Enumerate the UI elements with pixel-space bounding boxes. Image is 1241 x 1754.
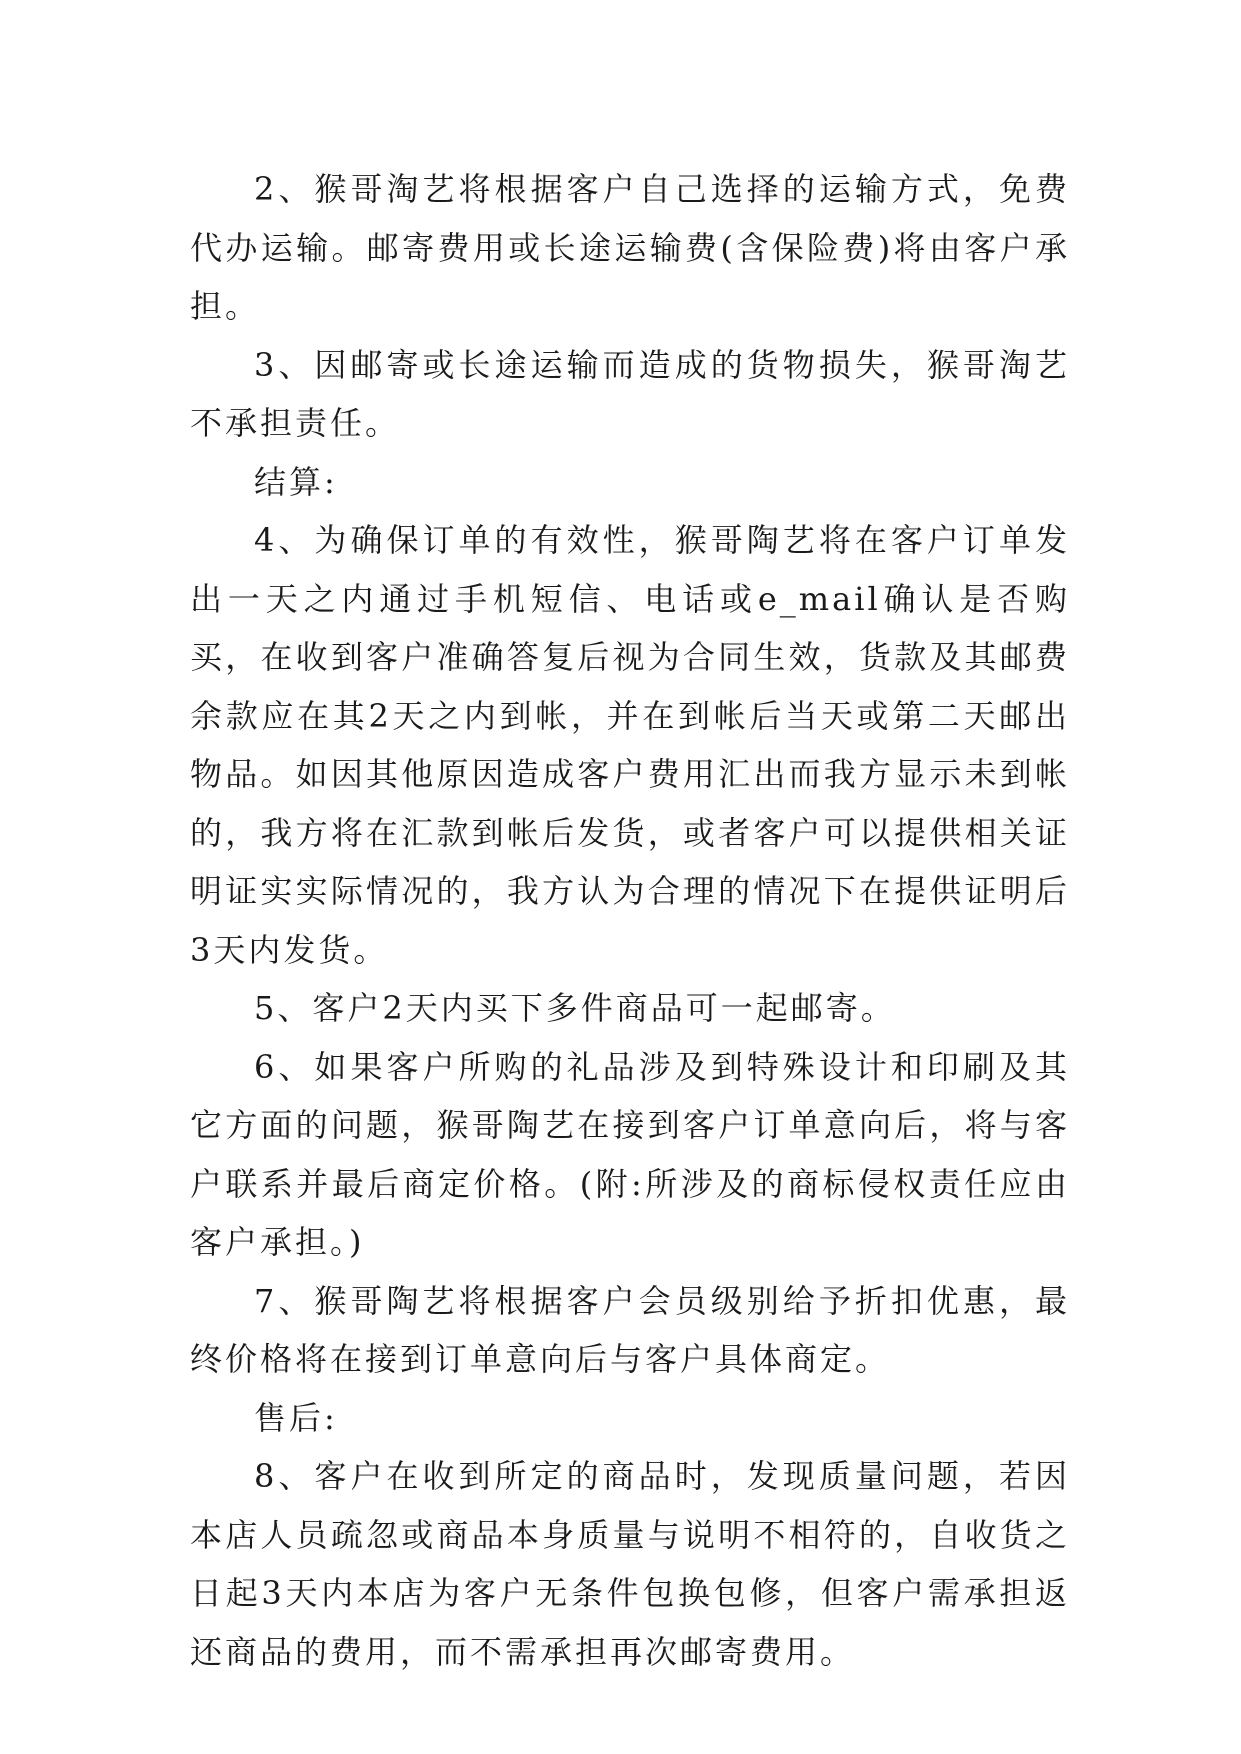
paragraph-shipping-method: 2、猴哥淘艺将根据客户自己选择的运输方式，免费代办运输。邮寄费用或长途运输费(含保险费)将由客户承担。 [190,170,1070,325]
section-heading-settlement: 结算: [254,462,338,501]
paragraph-combined-shipping: 5、客户2天内买下多件商品可一起邮寄。 [254,989,896,1027]
paragraph-quality-guarantee: 8、客户在收到所定的商品时，发现质量问题，若因本店人员疏忽或商品本身质量与说明不相符的，自收货之日起3天内本店为客户无条件包换包修，但客户需承担返还商品的费用，而不需承担再次邮寄费用。 [190,1457,1070,1671]
paragraph-member-discount: 7、猴哥陶艺将根据客户会员级别给予折扣优惠，最终价格将在接到订单意向后与客户具体商定。 [190,1281,1070,1378]
paragraph-shipping-loss: 3、因邮寄或长途运输而造成的货物损失，猴哥淘艺不承担责任。 [190,345,1070,442]
document-body [190,160,1070,1681]
paragraph-order-confirmation: 4、为确保订单的有效性，猴哥陶艺将在客户订单发出一天之内通过手机短信、电话或e_mail确认是否购买，在收到客户准确答复后视为合同生效，货款及其邮费余款应在其2天之内到帐，并在到帐后当天或第二天邮出物品。如因其他原因造成客户费用汇出而我方显示未到帐的，我方将在汇款到帐后发货，或者客户可以提供相关证明证实实际情况的，我方认为合理的情况下在提供证明后3天内发货。 [190,521,1070,969]
section-heading-after-sales: 售后: [254,1398,338,1437]
paragraph-custom-design: 6、如果客户所购的礼品涉及到特殊设计和印刷及其它方面的问题，猴哥陶艺在接到客户订单意向后，将与客户联系并最后商定价格。(附:所涉及的商标侵权责任应由客户承担。) [190,1047,1070,1261]
